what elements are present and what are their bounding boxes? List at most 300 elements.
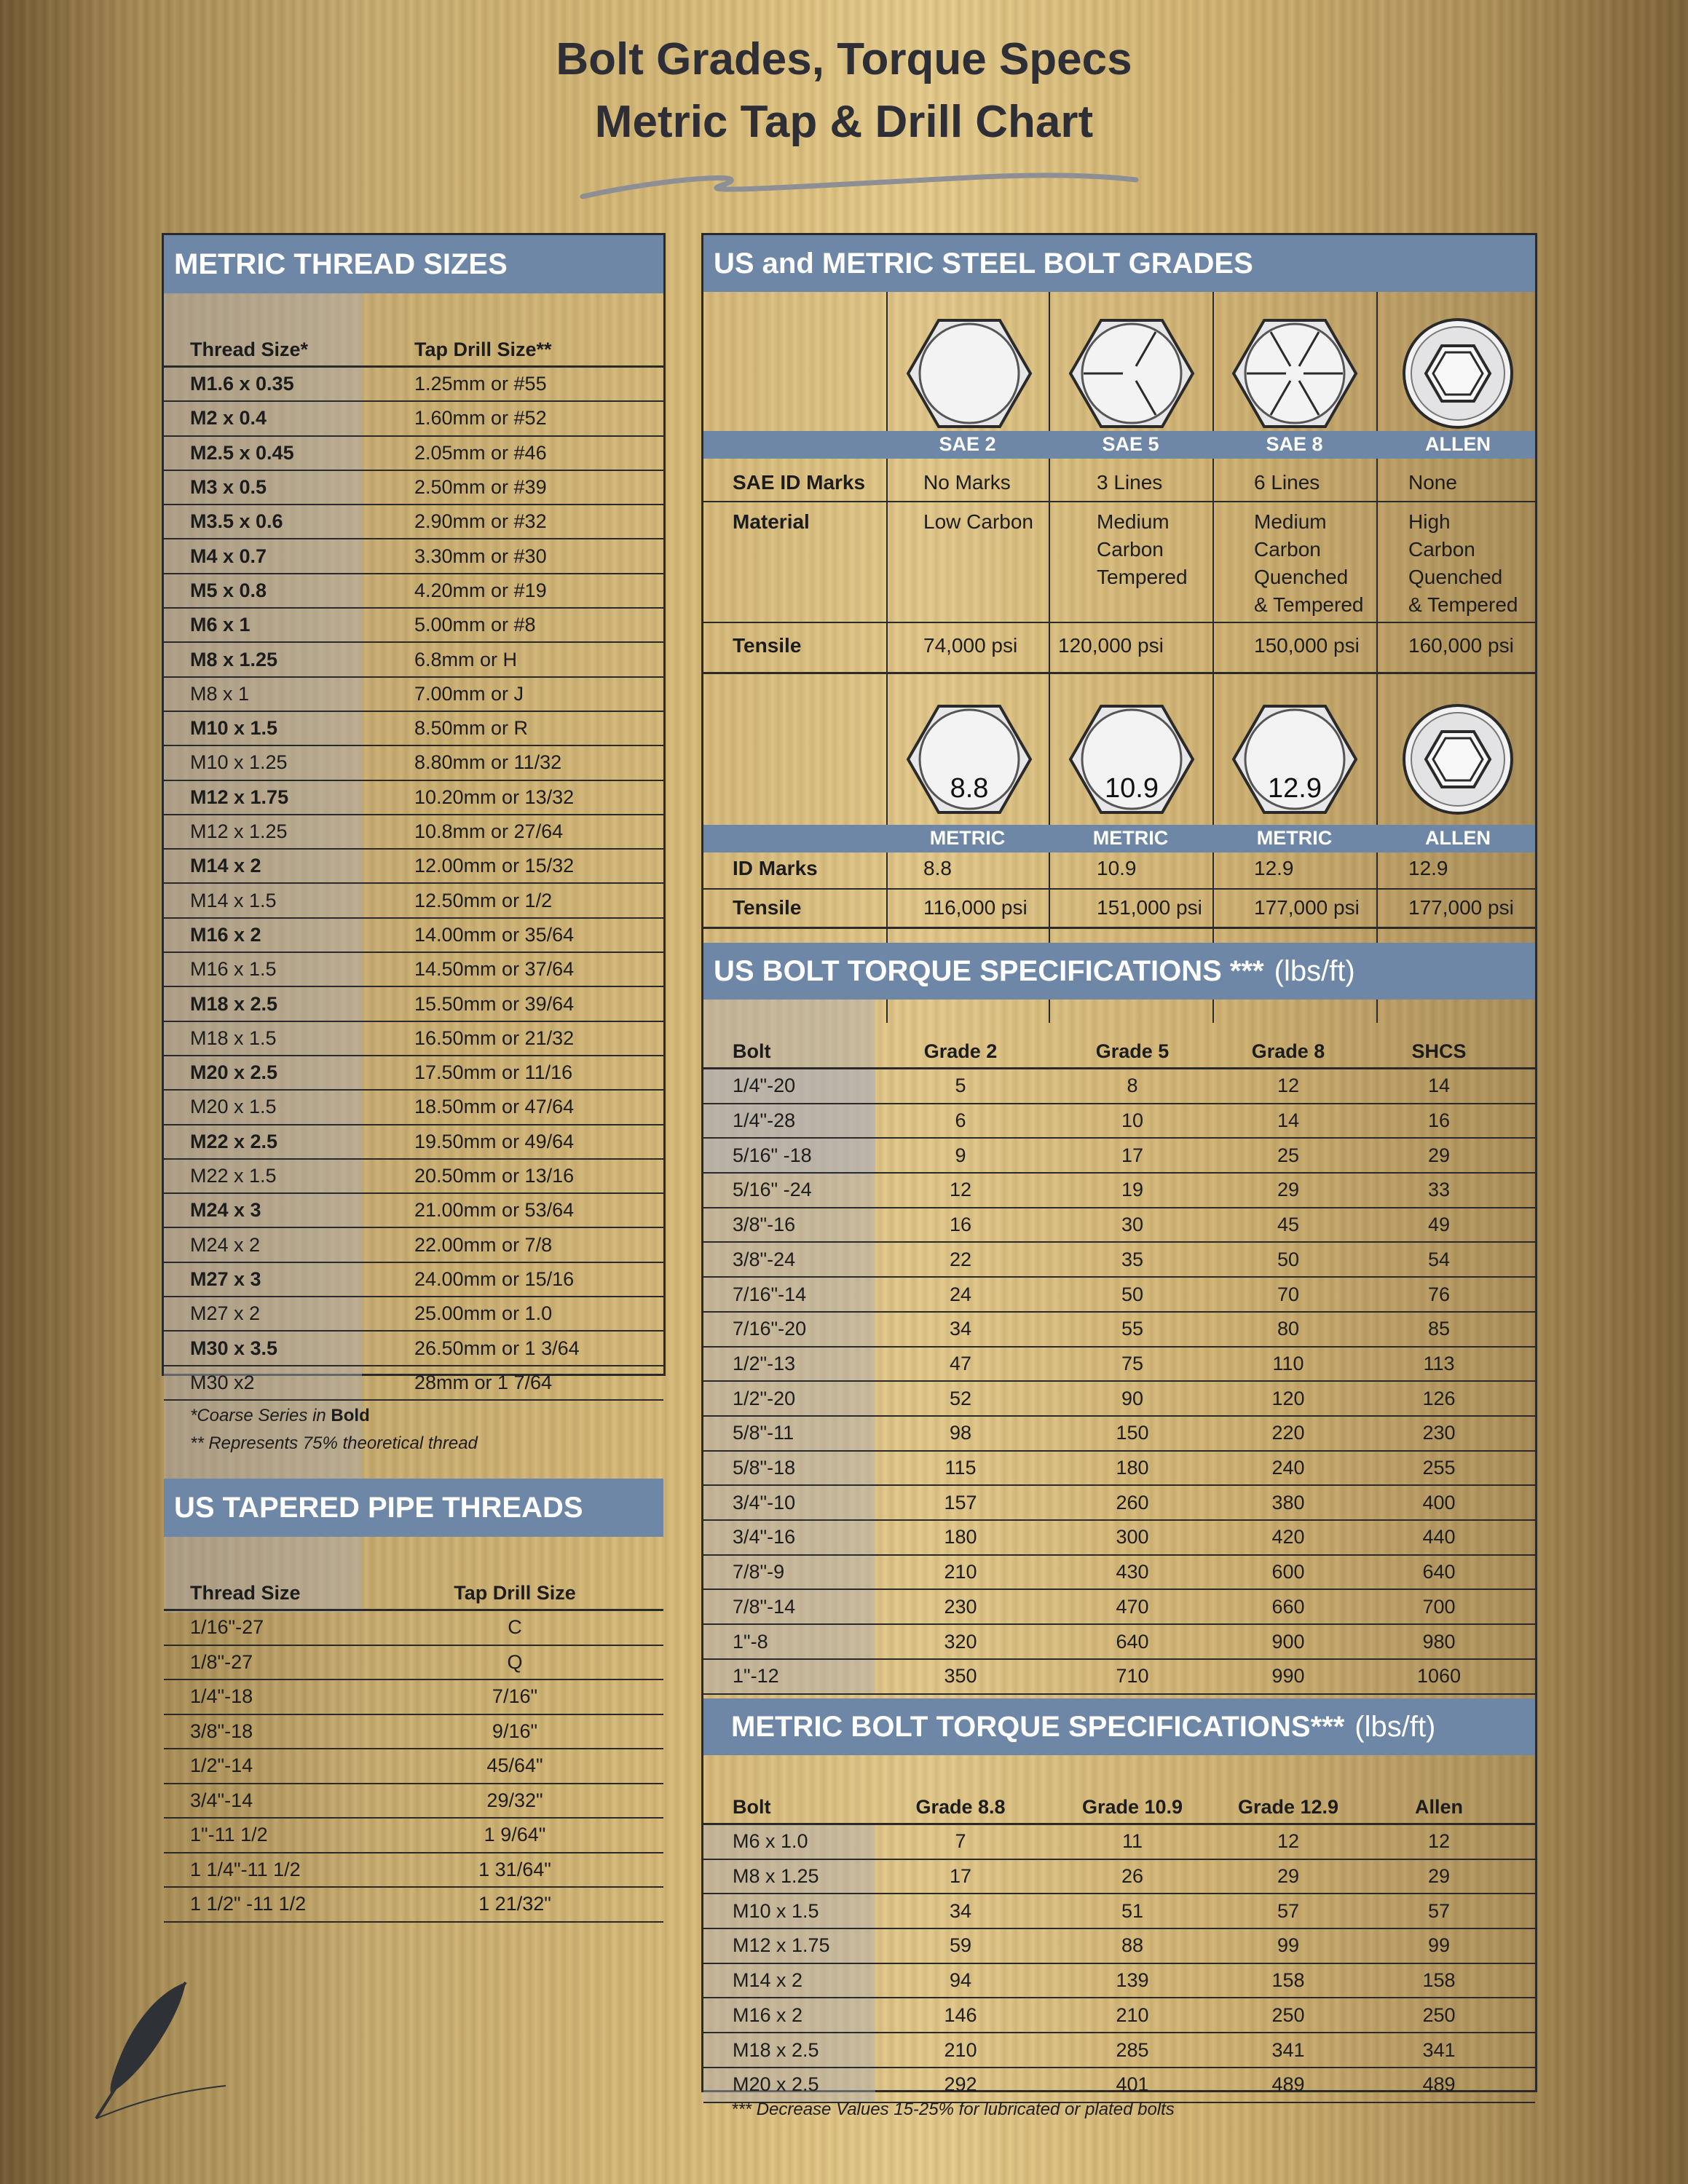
pipe-size-cell: 1/2"-14 [190, 1754, 253, 1777]
material-value: Medium Carbon Tempered [1097, 510, 1188, 588]
torque-value-cell: 341 [1271, 2038, 1305, 2061]
torque-value-cell: 120 [1271, 1387, 1305, 1409]
col-grade: Grade 8 [1251, 1040, 1325, 1062]
torque-value-cell: 99 [1427, 1934, 1451, 1957]
thread-size-cell: M16 x 1.5 [190, 958, 277, 981]
thread-size-cell: M27 x 3 [190, 1267, 261, 1290]
torque-value-cell: 16 [949, 1214, 972, 1236]
table-row [164, 1611, 663, 1646]
hex-head-6-lines-icon [1229, 308, 1360, 439]
torque-value-cell: 350 [944, 1665, 977, 1688]
torque-value-cell: 180 [944, 1526, 977, 1548]
torque-value-cell: 660 [1271, 1595, 1305, 1618]
thread-size-cell: M4 x 0.7 [190, 545, 267, 567]
tap-drill-cell: 4.20mm or #19 [414, 579, 547, 601]
bolt-cell: M20 x 2.5 [733, 2073, 819, 2096]
tap-drill-cell: 8.80mm or 11/32 [414, 751, 562, 774]
torque-value-cell: 12 [1427, 1830, 1451, 1853]
tap-drill-cell: 16.50mm or 21/32 [414, 1026, 575, 1049]
table-row [164, 1332, 663, 1366]
torque-value-cell: 401 [1116, 2073, 1149, 2096]
tap-drill-cell: 24.00mm or 15/16 [414, 1267, 575, 1290]
tap-drill-cell: 17.50mm or 11/16 [414, 1061, 573, 1084]
hex-head-12.9-icon [1229, 694, 1360, 825]
torque-value-cell: 9 [955, 1144, 966, 1166]
table-row [164, 1125, 663, 1160]
torque-value-cell: 1060 [1416, 1665, 1462, 1688]
torque-value-cell: 34 [949, 1899, 972, 1922]
torque-value-cell: 220 [1271, 1422, 1305, 1444]
table-row [164, 1888, 663, 1923]
col-pipe-drill: Tap Drill Size [454, 1582, 576, 1604]
torque-value-cell: 180 [1116, 1457, 1149, 1479]
bolt-cell: 5/16" -18 [733, 1144, 812, 1166]
bolt-cell: M18 x 2.5 [733, 2038, 819, 2061]
table-row [703, 1486, 1535, 1521]
page-title-line1: Bolt Grades, Torque Specs [556, 34, 1132, 84]
torque-value-cell: 12 [1277, 1075, 1300, 1097]
bolt-cell: M10 x 1.5 [733, 1899, 819, 1922]
torque-value-cell: 640 [1116, 1630, 1149, 1653]
table-row [703, 1894, 1535, 1929]
torque-value-cell: 55 [1121, 1318, 1144, 1340]
torque-value-cell: 380 [1271, 1491, 1305, 1514]
table-row [164, 1646, 663, 1681]
col-grade: Grade 12.9 [1237, 1796, 1339, 1818]
pipe-drill-cell: 9/16" [492, 1720, 538, 1742]
torque-value-cell: 710 [1116, 1665, 1149, 1688]
torque-value-cell: 14 [1277, 1109, 1300, 1132]
tensile-value: 150,000 psi [1254, 634, 1360, 657]
torque-value-cell: 6 [955, 1109, 966, 1132]
thread-size-cell: M8 x 1 [190, 682, 250, 705]
torque-value-cell: 57 [1277, 1899, 1300, 1922]
torque-value-cell: 57 [1427, 1899, 1451, 1922]
torque-value-cell: 19 [1121, 1179, 1144, 1201]
table-row [703, 2033, 1535, 2068]
tap-drill-cell: 26.50mm or 1 3/64 [414, 1337, 580, 1359]
table-row [164, 712, 663, 746]
table-row [703, 1521, 1535, 1556]
table-row [703, 1660, 1535, 1695]
torque-value-cell: 489 [1271, 2073, 1305, 2096]
torque-value-cell: 50 [1277, 1248, 1300, 1270]
table-row [703, 1139, 1535, 1174]
torque-footnote: *** Decrease Values 15-25% for lubricated or plated bolts [731, 2100, 1175, 2119]
tap-drill-cell: 19.50mm or 49/64 [414, 1130, 575, 1152]
id-mark-value: 12.9 [1408, 857, 1448, 879]
torque-value-cell: 110 [1272, 1352, 1304, 1374]
torque-value-cell: 990 [1271, 1665, 1305, 1688]
thread-size-cell: M12 x 1.75 [190, 786, 289, 808]
torque-value-cell: 440 [1422, 1526, 1456, 1548]
tap-drill-cell: 14.00mm or 35/64 [414, 923, 575, 946]
pipe-size-cell: 1 1/4"-11 1/2 [190, 1858, 301, 1880]
thread-size-cell: M24 x 3 [190, 1199, 261, 1222]
torque-value-cell: 600 [1271, 1561, 1305, 1583]
metric-torque-heading: METRIC BOLT TORQUE SPECIFICATIONS*** (lbs/ft) [703, 1698, 1535, 1755]
tensile-value: 151,000 psi [1097, 896, 1202, 919]
tap-drill-cell: 3.30mm or #30 [414, 545, 547, 567]
bolt-cell: M16 x 2 [733, 2003, 803, 2026]
pipe-drill-cell: 45/64" [486, 1754, 543, 1777]
thread-size-cell: M8 x 1.25 [190, 648, 278, 670]
id-mark-value: 12.9 [1254, 857, 1294, 879]
torque-value-cell: 51 [1121, 1899, 1144, 1922]
thread-size-cell: M30 x2 [190, 1371, 255, 1393]
note-theoretical: ** Represents 75% theoretical thread [190, 1433, 478, 1453]
thread-size-cell: M14 x 1.5 [190, 889, 277, 911]
torque-value-cell: 320 [944, 1630, 977, 1653]
table-row [164, 1229, 663, 1263]
torque-value-cell: 85 [1427, 1318, 1451, 1340]
socket-head-icon [1392, 694, 1523, 825]
col-grade: Grade 10.9 [1081, 1796, 1183, 1818]
pipe-drill-cell: 1 9/64" [484, 1824, 546, 1846]
torque-value-cell: 5 [955, 1075, 966, 1097]
table-row [164, 471, 663, 505]
grade-label: METRIC [1092, 827, 1169, 849]
pipe-size-cell: 1/8"-27 [190, 1650, 253, 1673]
table-row [703, 1174, 1535, 1208]
torque-value-cell: 210 [1116, 2003, 1149, 2026]
pipe-drill-cell: C [508, 1616, 522, 1639]
torque-value-cell: 126 [1422, 1387, 1456, 1409]
thread-size-cell: M10 x 1.5 [190, 717, 278, 740]
bolt-cell: M14 x 2 [733, 1969, 803, 1992]
torque-value-cell: 25 [1277, 1144, 1300, 1166]
torque-value-cell: 139 [1116, 1969, 1149, 1992]
tap-drill-cell: 2.90mm or #32 [414, 510, 547, 533]
sae-id-value: None [1408, 471, 1457, 494]
torque-value-cell: 33 [1427, 1179, 1451, 1201]
torque-value-cell: 99 [1277, 1934, 1300, 1957]
table-row [703, 1382, 1535, 1417]
torque-value-cell: 210 [944, 1561, 977, 1583]
bolt-cell: 7/16"-20 [733, 1318, 807, 1340]
thread-size-cell: M2 x 0.4 [190, 407, 267, 430]
torque-value-cell: 90 [1121, 1387, 1144, 1409]
torque-value-cell: 98 [949, 1422, 972, 1444]
material-label: Material [733, 510, 810, 533]
table-row [164, 505, 663, 539]
table-row [703, 1069, 1535, 1104]
tap-drill-cell: 5.00mm or #8 [414, 614, 536, 636]
tap-drill-cell: 28mm or 1 7/64 [414, 1371, 553, 1393]
torque-value-cell: 70 [1277, 1283, 1300, 1305]
table-row [703, 1417, 1535, 1452]
torque-value-cell: 640 [1422, 1561, 1456, 1583]
torque-value-cell: 29 [1427, 1865, 1451, 1888]
table-row [164, 368, 663, 402]
torque-value-cell: 470 [1116, 1595, 1149, 1618]
torque-value-cell: 8 [1127, 1075, 1138, 1097]
torque-value-cell: 29 [1277, 1179, 1300, 1201]
swoosh-underline-icon [575, 164, 1143, 207]
torque-value-cell: 29 [1277, 1865, 1300, 1888]
tap-drill-cell: 20.50mm or 13/16 [414, 1165, 575, 1187]
bolt-cell: 5/8"-18 [733, 1457, 796, 1479]
table-row [703, 2068, 1535, 2103]
tap-drill-cell: 10.20mm or 13/32 [414, 786, 575, 808]
torque-value-cell: 250 [1271, 2003, 1305, 2026]
tensile-value: 74,000 psi [923, 634, 1018, 657]
sae-id-value: No Marks [923, 471, 1011, 494]
table-row [164, 1680, 663, 1715]
table-row [703, 1860, 1535, 1895]
us-torque-header [703, 1000, 1535, 1069]
bolt-cell: 1"-12 [733, 1665, 779, 1688]
col-grade: SHCS [1411, 1040, 1467, 1062]
tap-drill-cell: 25.00mm or 1.0 [414, 1302, 553, 1325]
bolt-grades-panel [701, 233, 1537, 2096]
table-row [703, 1929, 1535, 1964]
thread-size-cell: M5 x 0.8 [190, 579, 267, 601]
pipe-thread-header [164, 1537, 663, 1611]
torque-value-cell: 12 [949, 1179, 972, 1201]
torque-value-cell: 158 [1422, 1969, 1456, 1992]
bolt-cell: M6 x 1.0 [733, 1830, 808, 1853]
thread-size-cell: M22 x 1.5 [190, 1165, 277, 1187]
torque-value-cell: 230 [944, 1595, 977, 1618]
thread-size-cell: M2.5 x 0.45 [190, 441, 294, 464]
col-pipe-size: Thread Size [190, 1582, 301, 1604]
torque-value-cell: 157 [944, 1491, 977, 1514]
tensile-value: 177,000 psi [1254, 896, 1360, 919]
pipe-size-cell: 3/4"-14 [190, 1789, 253, 1811]
sae-id-value: 6 Lines [1254, 471, 1320, 494]
us-grade-labels [703, 431, 1535, 459]
table-row [703, 1104, 1535, 1139]
torque-value-cell: 17 [949, 1865, 972, 1888]
thread-size-cell: M6 x 1 [190, 614, 251, 636]
torque-value-cell: 250 [1422, 2003, 1456, 2026]
id-mark-value: 8.8 [923, 857, 952, 879]
col-bolt: Bolt [733, 1040, 771, 1062]
pipe-drill-cell: 1 31/64" [478, 1858, 551, 1880]
torque-value-cell: 76 [1427, 1283, 1451, 1305]
torque-value-cell: 16 [1427, 1109, 1451, 1132]
col-tap-drill: Tap Drill Size** [414, 339, 552, 360]
bolt-cell: 3/4"-10 [733, 1491, 796, 1514]
id-mark-value: 10.9 [1097, 857, 1137, 879]
table-row [164, 1194, 663, 1228]
note-coarse: *Coarse Series in Bold [190, 1406, 370, 1425]
table-row [703, 1625, 1535, 1660]
torque-value-cell: 158 [1271, 1969, 1305, 1992]
tap-drill-cell: 14.50mm or 37/64 [414, 958, 575, 981]
bolt-cell: 3/8"-16 [733, 1214, 796, 1236]
bolt-cell: 5/8"-11 [733, 1422, 794, 1444]
bolt-cell: 1"-8 [733, 1630, 768, 1653]
pipe-size-cell: 3/8"-18 [190, 1720, 253, 1742]
pipe-size-cell: 1 1/2" -11 1/2 [190, 1893, 307, 1915]
tap-drill-cell: 10.8mm or 27/64 [414, 820, 564, 843]
pipe-drill-cell: Q [507, 1650, 523, 1673]
page-title-line2: Metric Tap & Drill Chart [594, 97, 1094, 147]
torque-value-cell: 150 [1116, 1422, 1149, 1444]
tap-drill-cell: 1.25mm or #55 [414, 373, 547, 395]
torque-value-cell: 17 [1121, 1144, 1144, 1166]
tap-drill-cell: 2.05mm or #46 [414, 441, 547, 464]
col-grade: Grade 5 [1095, 1040, 1170, 1062]
thread-size-cell: M3.5 x 0.6 [190, 510, 283, 533]
col-grade: Allen [1414, 1796, 1463, 1818]
bolt-cell: 5/16" -24 [733, 1179, 812, 1201]
metric-thread-panel [162, 233, 666, 1915]
metric-torque-header [703, 1755, 1535, 1825]
metric-grade-labels [703, 825, 1535, 852]
table-row [164, 1366, 663, 1401]
bolt-cell: 3/4"-16 [733, 1526, 796, 1548]
thread-size-cell: M12 x 1.25 [190, 820, 288, 843]
bolt-cell: 1/2"-20 [733, 1387, 796, 1409]
torque-value-cell: 29 [1427, 1144, 1451, 1166]
pipe-size-cell: 1/16"-27 [190, 1616, 264, 1639]
tensile-value: 160,000 psi [1408, 634, 1514, 657]
torque-value-cell: 430 [1116, 1561, 1149, 1583]
torque-value-cell: 24 [949, 1283, 972, 1305]
table-row [703, 1825, 1535, 1860]
tap-drill-cell: 6.8mm or H [414, 648, 518, 670]
table-row [164, 781, 663, 815]
torque-value-cell: 59 [949, 1934, 972, 1957]
torque-value-cell: 22 [949, 1248, 972, 1270]
torque-value-cell: 980 [1422, 1630, 1456, 1653]
table-row [703, 1243, 1535, 1278]
table-row [164, 1022, 663, 1056]
torque-value-cell: 88 [1121, 1934, 1144, 1957]
tap-drill-cell: 22.00mm or 7/8 [414, 1233, 553, 1256]
tap-drill-cell: 12.00mm or 15/32 [414, 855, 575, 877]
torque-value-cell: 75 [1121, 1352, 1144, 1374]
thread-size-cell: M18 x 1.5 [190, 1026, 277, 1049]
grade-label: ALLEN [1425, 433, 1491, 455]
torque-value-cell: 30 [1121, 1214, 1144, 1236]
table-row [703, 1591, 1535, 1626]
tap-drill-cell: 8.50mm or R [414, 717, 529, 740]
col-grade: Grade 2 [923, 1040, 998, 1062]
bolt-cell: 7/8"-14 [733, 1595, 796, 1618]
tap-drill-cell: 21.00mm or 53/64 [414, 1199, 575, 1222]
table-row [703, 1452, 1535, 1487]
pipe-drill-cell: 29/32" [486, 1789, 543, 1811]
table-row [703, 1278, 1535, 1313]
torque-value-cell: 285 [1116, 2038, 1149, 2061]
table-row [164, 1819, 663, 1853]
torque-value-cell: 420 [1271, 1526, 1305, 1548]
table-row [164, 540, 663, 574]
pipe-size-cell: 1"-11 1/2 [190, 1824, 268, 1846]
grade-label: SAE 5 [1102, 433, 1159, 455]
torque-value-cell: 7 [955, 1830, 966, 1853]
table-row [164, 402, 663, 436]
grade-mark-text: 12.9 [1268, 773, 1322, 804]
col-grade: Grade 8.8 [915, 1796, 1006, 1818]
tensile-value: 116,000 psi [923, 896, 1028, 919]
pipe-size-cell: 1/4"-18 [190, 1685, 253, 1708]
hex-head-3-lines-icon [1066, 308, 1197, 439]
torque-value-cell: 35 [1121, 1248, 1144, 1270]
torque-value-cell: 260 [1116, 1491, 1149, 1514]
thread-size-cell: M18 x 2.5 [190, 992, 278, 1015]
bolt-cell: 1/4"-28 [733, 1109, 796, 1132]
pipe-drill-cell: 7/16" [492, 1685, 538, 1708]
table-row [703, 1313, 1535, 1348]
torque-value-cell: 400 [1422, 1491, 1456, 1514]
grade-label: ALLEN [1425, 827, 1491, 849]
torque-value-cell: 210 [944, 2038, 977, 2061]
sae-id-value: 3 Lines [1097, 471, 1163, 494]
tensile-value: 120,000 psi [1058, 634, 1164, 657]
hex-head-no-marks-icon [904, 308, 1035, 439]
table-row [164, 919, 663, 953]
bolt-cell: 1/2"-13 [733, 1352, 796, 1374]
torque-value-cell: 26 [1121, 1865, 1144, 1888]
pipe-drill-cell: 1 21/32" [478, 1893, 551, 1915]
torque-value-cell: 292 [944, 2073, 977, 2096]
torque-value-cell: 49 [1427, 1214, 1451, 1236]
table-row [164, 1160, 663, 1194]
metric-thread-heading: METRIC THREAD SIZES [164, 235, 663, 293]
table-row [164, 1297, 663, 1332]
table-row [164, 953, 663, 987]
grade-label: SAE 8 [1266, 433, 1323, 455]
torque-value-cell: 12 [1277, 1830, 1300, 1853]
metric-thread-header [164, 293, 663, 368]
tap-drill-cell: 15.50mm or 39/64 [414, 992, 575, 1015]
tensile-label: Tensile [733, 634, 802, 657]
torque-value-cell: 146 [944, 2003, 977, 2026]
torque-value-cell: 50 [1121, 1283, 1144, 1305]
table-row [164, 850, 663, 884]
thread-size-cell: M24 x 2 [190, 1233, 261, 1256]
table-row [164, 1749, 663, 1784]
torque-value-cell: 94 [949, 1969, 972, 1992]
grade-label: METRIC [1256, 827, 1333, 849]
table-row [164, 885, 663, 919]
thread-size-cell: M30 x 3.5 [190, 1337, 278, 1359]
table-row [164, 437, 663, 471]
tap-drill-cell: 1.60mm or #52 [414, 407, 547, 430]
material-value: Medium Carbon Quenched & Tempered [1254, 510, 1364, 616]
thread-size-cell: M22 x 2.5 [190, 1130, 278, 1152]
table-row [164, 574, 663, 609]
torque-value-cell: 113 [1423, 1352, 1455, 1374]
torque-value-cell: 900 [1271, 1630, 1305, 1653]
tap-drill-cell: 2.50mm or #39 [414, 476, 547, 499]
torque-value-cell: 115 [944, 1457, 977, 1479]
table-row [164, 1784, 663, 1819]
bolt-cell: 3/8"-24 [733, 1248, 796, 1270]
thread-size-cell: M20 x 1.5 [190, 1096, 277, 1118]
col-bolt: Bolt [733, 1796, 771, 1818]
table-row [164, 1715, 663, 1750]
thread-size-cell: M20 x 2.5 [190, 1061, 278, 1084]
tap-drill-cell: 18.50mm or 47/64 [414, 1096, 575, 1118]
table-row [164, 746, 663, 780]
tensile-value: 177,000 psi [1408, 896, 1514, 919]
table-row [164, 1056, 663, 1091]
torque-value-cell: 230 [1422, 1422, 1456, 1444]
grade-label: SAE 2 [939, 433, 996, 455]
table-row [164, 609, 663, 643]
hex-head-10.9-icon [1066, 694, 1197, 825]
id-marks-label: ID Marks [733, 857, 818, 879]
table-row [703, 1999, 1535, 2034]
bolt-cell: 7/8"-9 [733, 1561, 785, 1583]
thread-size-cell: M14 x 2 [190, 855, 261, 877]
